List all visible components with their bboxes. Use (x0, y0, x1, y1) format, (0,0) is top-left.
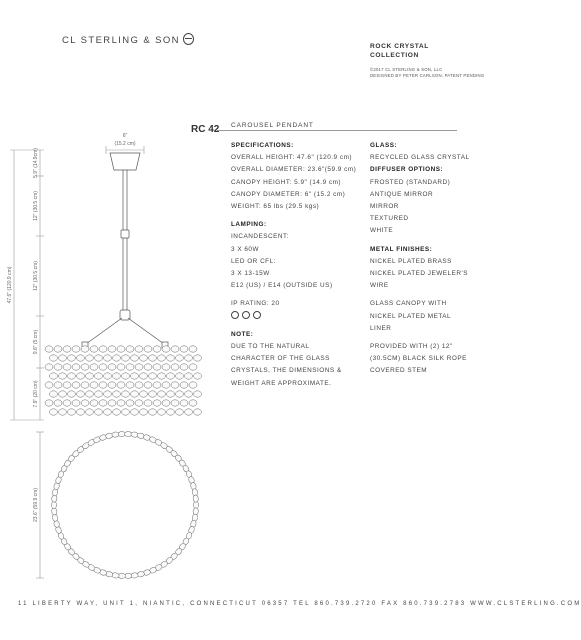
crystal-piece (81, 346, 89, 352)
provided-line: COVERED STEM (370, 367, 428, 375)
collection-title-line2: COLLECTION (370, 51, 419, 59)
crystal-piece (90, 364, 98, 370)
note-line: WEIGHT ARE APPROXIMATE. (231, 379, 332, 387)
crystal-piece (171, 382, 179, 388)
crystal-piece (194, 355, 202, 361)
diffuser-item: WHITE (370, 227, 394, 235)
crystal-piece (158, 373, 166, 379)
crystal-piece (131, 391, 139, 397)
crystal-piece (180, 364, 188, 370)
crystal-piece (72, 364, 80, 370)
crystal-piece (99, 400, 107, 406)
crystal-piece (90, 400, 98, 406)
lamping-heading: LAMPING: (231, 221, 267, 229)
crystal-piece (86, 391, 94, 397)
crystal-piece (185, 409, 193, 415)
copyright-text: ©2017 CL STERLING & SON, LLC (370, 67, 443, 72)
provided-line: PROVIDED WITH (2) 12" (370, 343, 453, 351)
crystal-piece (189, 364, 197, 370)
dim-diffuser-label: 7.9" (20 cm) (33, 380, 39, 408)
crystal-piece (104, 409, 112, 415)
ul-listed-icon (231, 311, 239, 319)
finish-item: NICKEL PLATED BRASS (370, 257, 452, 265)
crystal-piece (158, 409, 166, 415)
specifications-heading: SPECIFICATIONS: (231, 142, 294, 149)
note-heading: NOTE: (231, 330, 254, 338)
crystal-piece (162, 382, 170, 388)
crystal-piece (77, 391, 85, 397)
crystal-piece (54, 364, 62, 370)
crystal-piece (171, 346, 179, 352)
crystal-piece (144, 346, 152, 352)
spec-item: OVERALL DIAMETER: 23.6"(59.9 cm) (231, 166, 357, 174)
dim-plan-label: 23.6" (59.9 cm) (33, 487, 39, 523)
crystal-piece (153, 400, 161, 406)
crystal-piece (90, 346, 98, 352)
ip-rating: IP RATING: 20 (231, 300, 280, 308)
crystal-piece (99, 346, 107, 352)
crystal-piece (122, 391, 130, 397)
crystal-piece (117, 400, 125, 406)
crystal-piece (117, 364, 125, 370)
crystal-piece (108, 346, 116, 352)
crystal-piece (167, 373, 175, 379)
crystal-piece (193, 495, 199, 503)
crystal-piece (149, 355, 157, 361)
crystal-piece (68, 355, 76, 361)
crystal-piece (185, 391, 193, 397)
crystal-piece (108, 400, 116, 406)
dim-frame-label: 9.8" (5 cm) (33, 329, 39, 355)
crystal-piece (162, 364, 170, 370)
crystal-piece (45, 400, 53, 406)
lamping-item: LED OR CFL: (231, 257, 276, 265)
crystal-piece (108, 382, 116, 388)
crystal-piece (45, 364, 53, 370)
crystal-piece (72, 346, 80, 352)
crystal-piece (126, 382, 134, 388)
crystal-piece (126, 346, 134, 352)
crystal-piece (180, 346, 188, 352)
crystal-piece (68, 409, 76, 415)
crystal-piece (45, 346, 53, 352)
crystal-piece (72, 400, 80, 406)
crystal-piece (104, 355, 112, 361)
product-code: RC 42 (191, 124, 220, 135)
crystal-piece (59, 355, 67, 361)
crystal-piece (81, 382, 89, 388)
crystal-piece (50, 391, 58, 397)
crystal-piece (77, 355, 85, 361)
diffuser-item: FROSTED (STANDARD) (370, 178, 451, 186)
arm-left (86, 318, 122, 344)
crystal-piece (63, 382, 71, 388)
diffuser-item: ANTIQUE MIRROR (370, 190, 434, 198)
crystal-piece (194, 409, 202, 415)
crystal-piece (54, 382, 62, 388)
crystal-piece (171, 364, 179, 370)
crystal-piece (135, 364, 143, 370)
crystal-piece (153, 382, 161, 388)
dim-overall-label: 47.6" (120.9 cm) (7, 266, 13, 304)
canopy-note-line: LINER (370, 324, 392, 332)
crystal-piece (176, 409, 184, 415)
crystal-piece (180, 400, 188, 406)
dim-lower-label: 12" (30.5 cm) (33, 261, 39, 291)
crystal-piece (86, 373, 94, 379)
crystal-piece (167, 409, 175, 415)
crystal-piece (95, 391, 103, 397)
crystal-piece (95, 373, 103, 379)
crystal-piece (59, 409, 67, 415)
crystal-piece (122, 355, 130, 361)
crystal-piece (194, 391, 202, 397)
crystal-piece (162, 400, 170, 406)
lamping-item: 3 X 13-15W (231, 270, 270, 278)
dim-canopy-width-label-metric: (15.2 cm) (114, 141, 136, 147)
brand-text: CL STERLING & SON (62, 35, 180, 46)
crystal-piece (135, 382, 143, 388)
crystal-piece (193, 501, 198, 508)
crystal-piece (59, 373, 67, 379)
crystal-piece (77, 409, 85, 415)
spec-item: CANOPY HEIGHT: 5.9" (14.9 cm) (231, 178, 342, 186)
crystal-piece (144, 400, 152, 406)
crystal-piece (144, 382, 152, 388)
crystal-piece (167, 355, 175, 361)
crystal-piece (72, 382, 80, 388)
crystal-piece (149, 373, 157, 379)
spec-item: OVERALL HEIGHT: 47.6" (120.9 cm) (231, 154, 353, 162)
crystal-piece (50, 373, 58, 379)
crystal-piece (140, 355, 148, 361)
etl-listed-icon (253, 311, 261, 319)
diffuser-heading: DIFFUSER OPTIONS: (370, 166, 444, 174)
spec-item: WEIGHT: 65 lbs (29.5 kgs) (231, 203, 320, 211)
crystal-piece (113, 391, 121, 397)
crystal-piece (153, 346, 161, 352)
crystal-piece (135, 400, 143, 406)
crystal-piece (45, 382, 53, 388)
diffuser-item: MIRROR (370, 203, 399, 211)
product-name: CAROUSEL PENDANT (231, 122, 314, 129)
crystal-piece (176, 355, 184, 361)
crystal-piece (140, 409, 148, 415)
crystal-piece (171, 400, 179, 406)
crystal-piece (189, 400, 197, 406)
crystal-piece (158, 391, 166, 397)
crystal-piece (54, 400, 62, 406)
crystal-piece (167, 391, 175, 397)
footer-address: 11 LIBERTY WAY, UNIT 1, NIANTIC, CONNECTICUT 06357 TEL 860.739.2720 FAX 860.739.2783 WWW.CLSTERLING.COM (18, 601, 581, 607)
crystal-piece (50, 355, 58, 361)
crystal-piece (162, 346, 170, 352)
crystal-piece (63, 400, 71, 406)
canopy-note-line: NICKEL PLATED METAL (370, 312, 452, 320)
crystal-piece (99, 382, 107, 388)
crystal-piece (180, 382, 188, 388)
crystal-piece (50, 409, 58, 415)
note-line: CRYSTALS, THE DIMENSIONS & (231, 367, 342, 375)
crystal-piece (90, 382, 98, 388)
crystal-piece (104, 391, 112, 397)
dim-canopy-width-label: 6" (122, 133, 128, 139)
spec-item: CANOPY DIAMETER: 6" (15.2 cm) (231, 190, 346, 198)
certification-icons (231, 311, 356, 323)
finish-heading: METAL FINISHES: (370, 245, 433, 253)
crystal-piece (81, 364, 89, 370)
crystal-piece (51, 501, 56, 508)
rod-coupler (121, 230, 129, 238)
crystal-piece (189, 382, 197, 388)
lamping-item: 3 X 60W (231, 245, 260, 253)
glass-heading: GLASS: (370, 142, 398, 149)
crystal-piece (117, 346, 125, 352)
crystal-piece (126, 400, 134, 406)
designer-text: DESIGNED BY PETER CARLSON, PATENT PENDING (370, 73, 485, 78)
crystal-piece (117, 382, 125, 388)
crystal-piece (189, 346, 197, 352)
crystal-piece (63, 346, 71, 352)
crystal-piece (86, 355, 94, 361)
crystal-piece (95, 355, 103, 361)
crystal-piece (158, 355, 166, 361)
crystal-piece (63, 364, 71, 370)
glass-item: RECYCLED GLASS CRYSTAL (370, 154, 470, 162)
crystal-piece (140, 391, 148, 397)
crystal-piece (131, 409, 139, 415)
crystal-piece (86, 409, 94, 415)
crystal-piece (113, 355, 121, 361)
lamping-item: INCANDESCENT: (231, 233, 289, 241)
crystal-piece (149, 391, 157, 397)
crystal-piece (140, 373, 148, 379)
crystal-piece (59, 391, 67, 397)
crystal-piece (131, 355, 139, 361)
crystal-piece (108, 364, 116, 370)
dim-canopy-label: 5.9" (14.9cm) (33, 148, 39, 178)
dim-upper-label: 12" (30.5 cm) (33, 191, 39, 221)
crystal-piece (122, 373, 130, 379)
crystal-piece (54, 346, 62, 352)
crystal-piece (77, 373, 85, 379)
provided-line: (30.5CM) BLACK SILK ROPE (370, 355, 467, 363)
canopy-shape (110, 153, 140, 170)
crystal-piece (99, 364, 107, 370)
crystal-piece (135, 346, 143, 352)
crystal-diffuser-band (45, 346, 202, 415)
crystal-piece (176, 391, 184, 397)
note-line: DUE TO THE NATURAL (231, 343, 310, 351)
crystal-ring-plan-view (51, 431, 198, 578)
collection-title-line1: ROCK CRYSTAL (370, 43, 429, 50)
crystal-piece (81, 400, 89, 406)
crystal-piece (68, 373, 76, 379)
lamping-item: E12 (US) / E14 (OUTSIDE US) (231, 282, 333, 290)
arm-right (128, 318, 164, 344)
crystal-piece (185, 373, 193, 379)
ce-mark-icon (242, 311, 250, 319)
specs-right-column (370, 140, 470, 378)
crystal-piece (113, 373, 121, 379)
crystal-piece (194, 373, 202, 379)
crystal-piece (104, 373, 112, 379)
crystal-piece (68, 391, 76, 397)
diffuser-item: TEXTURED (370, 215, 409, 223)
crystal-piece (113, 409, 121, 415)
crystal-piece (122, 409, 130, 415)
crystal-piece (149, 409, 157, 415)
crystal-piece (185, 355, 193, 361)
crystal-piece (126, 364, 134, 370)
specs-left-column (231, 140, 356, 390)
crystal-piece (131, 373, 139, 379)
note-line: CHARACTER OF THE GLASS (231, 355, 330, 363)
canopy-note-line: GLASS CANOPY WITH (370, 300, 447, 308)
crystal-piece (95, 409, 103, 415)
finish-item: NICKEL PLATED JEWELER'S (370, 270, 468, 278)
crystal-piece (153, 364, 161, 370)
crystal-piece (144, 364, 152, 370)
crystal-piece (176, 373, 184, 379)
finish-item: WIRE (370, 282, 389, 290)
